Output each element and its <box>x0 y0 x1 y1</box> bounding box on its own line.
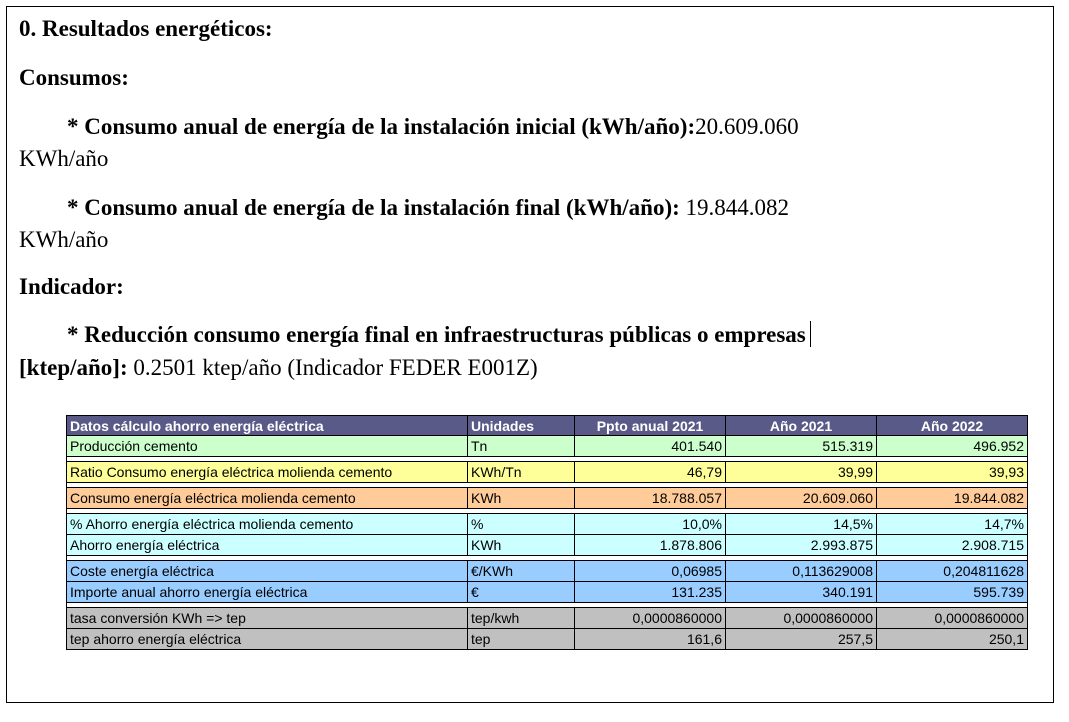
table-cell: 0,0000860000 <box>876 608 1027 628</box>
table-cell: 39,99 <box>725 462 876 482</box>
header-cell: Ppto anual 2021 <box>574 416 725 435</box>
energy-savings-table <box>66 415 1028 650</box>
table-cell: 2.993.875 <box>725 535 876 555</box>
table-cell: tep ahorro energía eléctrica <box>70 631 242 647</box>
table-cell: 250,1 <box>876 629 1027 649</box>
table-cell: 515.319 <box>725 436 876 456</box>
table-cell: Producción cemento <box>70 438 198 454</box>
consumo-inicial-label: * Consumo anual de energía de la instalación inicial (kWh/año): <box>67 114 696 139</box>
header-cell: Año 2021 <box>725 416 876 435</box>
consumo-final-label: * Consumo anual de energía de la instalación final (kWh/año): <box>67 195 680 220</box>
reduccion-line <box>67 321 811 348</box>
table-cell: € <box>467 582 574 602</box>
table-row <box>66 535 1028 556</box>
table-cell: tep/kwh <box>467 608 574 628</box>
table-row <box>66 608 1028 629</box>
table-row <box>66 582 1028 603</box>
consumos-title: Consumos: <box>19 65 129 90</box>
table-cell: 46,79 <box>574 462 725 482</box>
table-cell: 20.609.060 <box>725 488 876 508</box>
table-row <box>66 514 1028 535</box>
text-cursor <box>810 321 811 347</box>
table-cell: 18.788.057 <box>574 488 725 508</box>
table-cell: 19.844.082 <box>876 488 1027 508</box>
consumo-inicial-unit: KWh/año <box>19 146 109 171</box>
table-row <box>66 436 1028 457</box>
table-cell: Tn <box>467 436 574 456</box>
table-cell: KWh <box>467 535 574 555</box>
table-cell: 0,0000860000 <box>725 608 876 628</box>
table-row <box>66 629 1028 650</box>
table-cell: Coste energía eléctrica <box>70 563 214 579</box>
table-cell: 0,204811628 <box>876 561 1027 581</box>
consumo-inicial-value: 20.609.060 <box>695 114 799 139</box>
table-row <box>66 488 1028 509</box>
reduccion-line-2 <box>19 354 538 381</box>
section-heading-text: 0. Resultados energéticos: <box>19 16 273 41</box>
table-cell: 257,5 <box>725 629 876 649</box>
table-cell: 14,7% <box>876 514 1027 534</box>
table-cell: 0,06985 <box>574 561 725 581</box>
table-cell: 496.952 <box>876 436 1027 456</box>
header-cell: Datos cálculo ahorro energía eléctrica <box>70 418 324 434</box>
table-cell: % Ahorro energía eléctrica molienda cemento <box>70 516 354 532</box>
table-cell: % <box>467 514 574 534</box>
table-row <box>66 561 1028 582</box>
table-cell: 131.235 <box>574 582 725 602</box>
table-cell: Ahorro energía eléctrica <box>70 537 220 553</box>
reduccion-label: * Reducción consumo energía final en infraestructuras públicas o empresas <box>67 322 806 347</box>
table-cell: 10,0% <box>574 514 725 534</box>
table-cell: 161,6 <box>574 629 725 649</box>
table-cell: 1.878.806 <box>574 535 725 555</box>
table-cell: 0,113629008 <box>725 561 876 581</box>
header-cell: Año 2022 <box>876 416 1027 435</box>
table-cell: Ratio Consumo energía eléctrica molienda cemento <box>70 464 393 480</box>
table-cell: tep <box>467 629 574 649</box>
table-cell: 401.540 <box>574 436 725 456</box>
reduccion-value: 0.2501 ktep/año (Indicador FEDER E001Z) <box>127 355 538 380</box>
table-cell: tasa conversión KWh => tep <box>70 610 246 626</box>
table-cell: 0,0000860000 <box>574 608 725 628</box>
table-row <box>66 462 1028 483</box>
table-cell: 340.191 <box>725 582 876 602</box>
table-cell: Importe anual ahorro energía eléctrica <box>70 584 308 600</box>
table-header-row <box>66 415 1028 436</box>
table-cell: KWh <box>467 488 574 508</box>
section-heading <box>19 15 273 42</box>
table-cell: 595.739 <box>876 582 1027 602</box>
header-cell: Unidades <box>467 416 574 435</box>
consumo-inicial-line <box>67 113 799 140</box>
table-cell: €/KWh <box>467 561 574 581</box>
consumo-final-line <box>67 194 789 221</box>
table-cell: 39,93 <box>876 462 1027 482</box>
table-cell: 14,5% <box>725 514 876 534</box>
indicador-title: Indicador: <box>19 274 124 299</box>
table-cell: KWh/Tn <box>467 462 574 482</box>
table-cell: Consumo energía eléctrica molienda cemento <box>70 490 356 506</box>
consumo-final-unit: KWh/año <box>19 227 109 252</box>
consumo-final-value: 19.844.082 <box>679 195 790 220</box>
reduccion-unit-label: [ktep/año]: <box>19 355 128 380</box>
table-cell: 2.908.715 <box>876 535 1027 555</box>
